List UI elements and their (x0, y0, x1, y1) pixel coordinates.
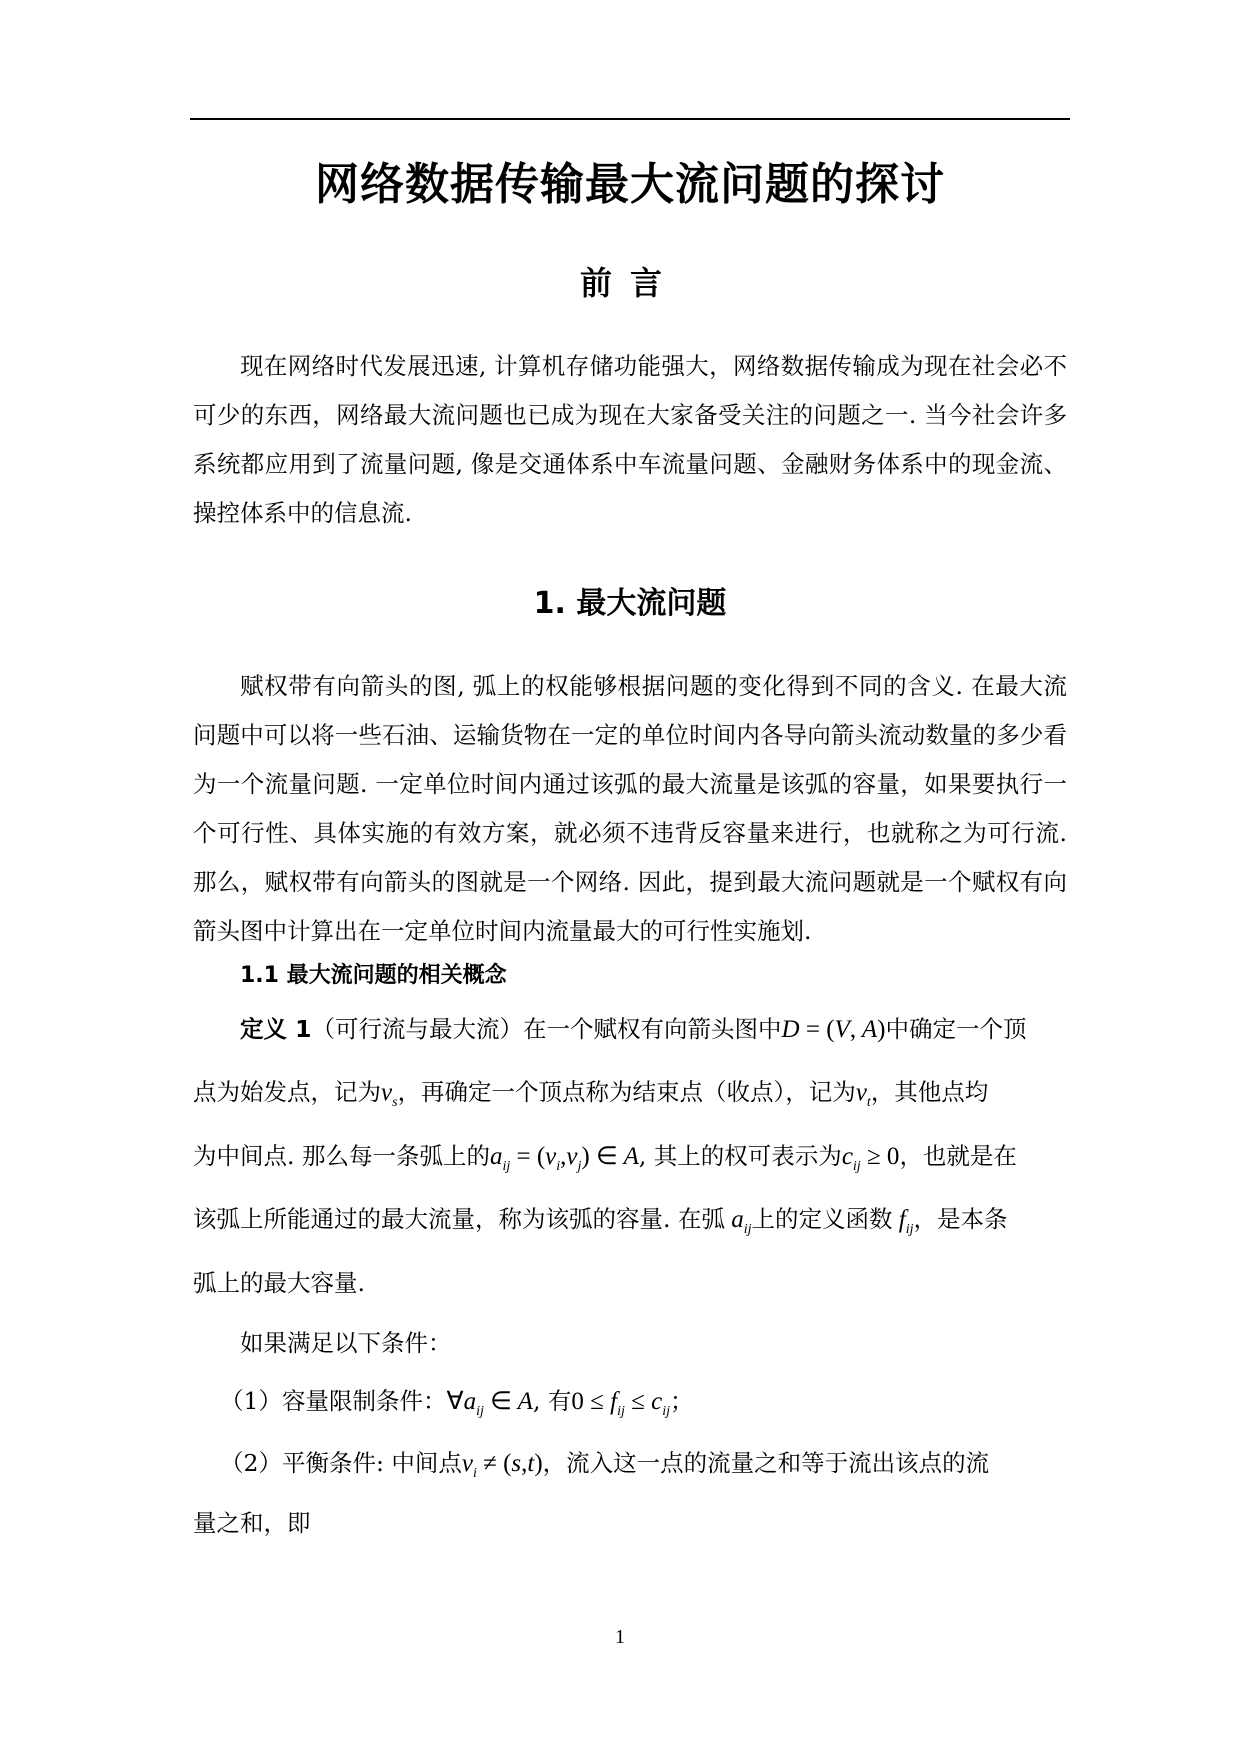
definition-1-line-3 (193, 1137, 1067, 1175)
section-1-paragraph: 赋权带有向箭头的图, 弧上的权能够根据问题的变化得到不同的含义. 在最大流问题中可以将一些石油、运输货物在一定的单位时间内各导向箭头流动数量的多少看为一个流量问题. 一定单位时间内通过该弧的最大流量是该弧的容量，如果要执行一个可行性、具体实施的有效方案，就必须不违背反容量来进行，也就称之为可行流. 那么，赋权带有向箭头的图就是一个网络. 因此，提到最大流问题就是一个赋权有向箭头图中计算出在一定单位时间内流量最大的可行性实施划. (193, 672, 1067, 945)
page-number: 1 (615, 1626, 625, 1648)
math-capacity-bound: $0 \le f_{ij} \le c_{ij}$ (571, 1388, 670, 1419)
definition-1-line-5: 弧上的最大容量. (193, 1269, 365, 1297)
section-1-heading: 1. 最大流问题 (533, 586, 727, 621)
definition-1-line-2 (193, 1073, 1067, 1111)
definition-1-line-1 (240, 1010, 1114, 1044)
text-segment: , 其上的权可表示为 (638, 1142, 842, 1170)
text-segment: 为中间点. 那么每一条弧上的 (193, 1142, 490, 1170)
text-segment: , 有 (532, 1387, 572, 1415)
text-segment: ； (670, 1387, 694, 1415)
conditions-intro: 如果满足以下条件： (240, 1329, 452, 1357)
preface-paragraph: 现在网络时代发展迅速, 计算机存储功能强大，网络数据传输成为现在社会必不可少的东西，网络最大流问题也已成为现在大家备受关注的问题之一. 当今社会许多系统都应用到了流量问题, 像是交通体系中车流量问题、金融财务体系中的现金流、操控体系中的信息流. (193, 352, 1067, 527)
text-segment: ，其他点均 (870, 1078, 989, 1106)
text-segment: 该弧上所能通过的最大流量，称为该弧的容量. 在弧 (193, 1205, 725, 1233)
math-v-s: $v_s$ (381, 1079, 398, 1110)
definition-text-tail: 中确定一个顶 (885, 1015, 1027, 1043)
text-segment: ，也就是在 (899, 1142, 1017, 1170)
text-segment: 上的定义函数 (751, 1205, 893, 1233)
text-segment: 点为始发点，记为 (193, 1078, 381, 1106)
math-f-ij: $f_{ij}$ (892, 1206, 914, 1237)
subsection-1-1-heading: 1.1 最大流问题的相关概念 (240, 963, 507, 988)
text-segment: ，再确定一个顶点称为结束点（收点），记为 (397, 1078, 856, 1106)
definition-1-line-4 (193, 1200, 1067, 1238)
definition-text: （可行流与最大流）在一个赋权有向箭头图中 (311, 1015, 782, 1043)
condition-2-continued: 量之和，即 (193, 1509, 311, 1537)
definition-label: 定义 1 (240, 1015, 312, 1043)
document-title: 网络数据传输最大流问题的探讨 (315, 159, 945, 210)
condition-label: （1）容量限制条件： (220, 1387, 447, 1415)
math-c-ij-nonneg: $c_{ij} \ge 0$ (841, 1143, 900, 1174)
text-segment: ，流入这一点的流量之和等于流出该点的流 (542, 1449, 990, 1477)
math-v-t: $v_t$ (855, 1079, 871, 1110)
math-a-ij-arc: $a_{ij} = (v_i,v_j)$ ∈ A (489, 1143, 639, 1174)
header-rule (190, 118, 1070, 120)
condition-1 (220, 1382, 1094, 1420)
math-forall-a-ij: $\forall a_{ij}$ ∈ A (446, 1388, 533, 1419)
text-segment: ，是本条 (913, 1205, 1008, 1233)
condition-label: （2）平衡条件: 中间点 (220, 1449, 462, 1477)
math-a-ij: $a_{ij}$ (724, 1206, 752, 1237)
math-v-i-neq-st: $v_i \ne (s,t)$ (461, 1450, 543, 1481)
preface-heading: 前言 (579, 264, 680, 302)
math-D-equals-VA: D = (V, A) (781, 1016, 886, 1043)
condition-2 (220, 1444, 1094, 1482)
